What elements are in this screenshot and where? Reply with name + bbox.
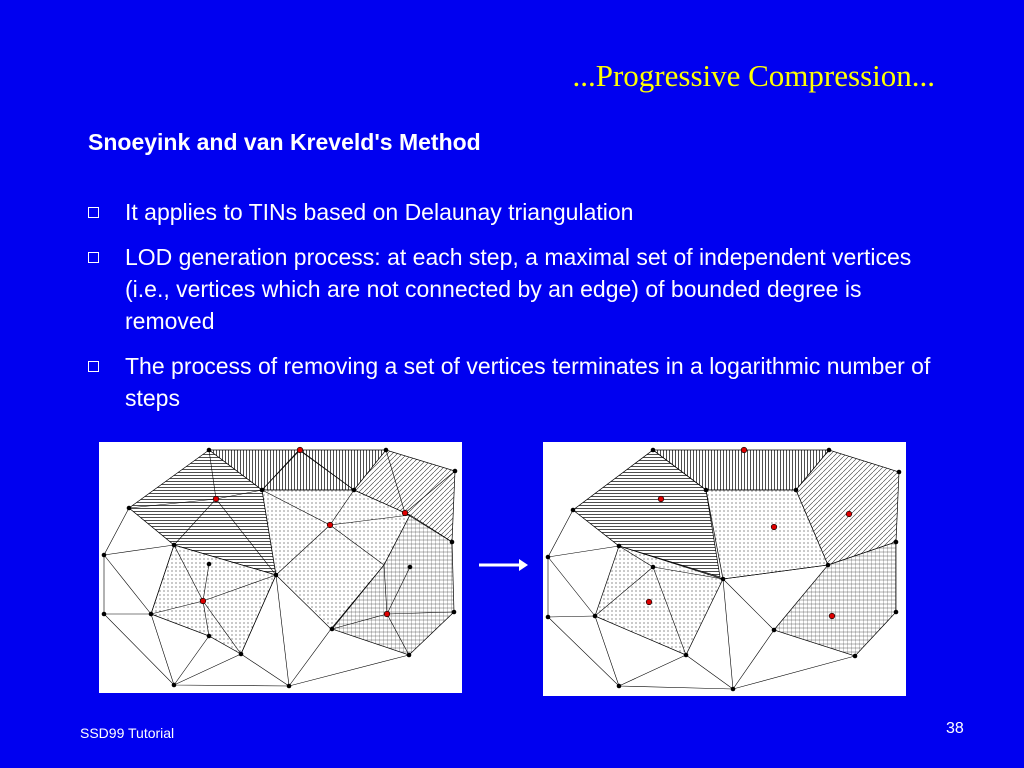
square-bullet-icon (88, 207, 99, 218)
slide-title: ...Progressive Compression... (572, 58, 935, 93)
bullet-text: The process of removing a set of vertices terminates in a logarithmic number of steps (125, 353, 931, 411)
bullet-item (88, 196, 938, 228)
tin-before-figure (99, 442, 462, 693)
bullet-item (88, 350, 938, 414)
bullet-item (88, 241, 938, 337)
bullet-list (88, 196, 938, 427)
tin-before-diagram (99, 442, 462, 693)
slide-subtitle: Snoeyink and van Kreveld's Method (88, 129, 481, 155)
footer-label: SSD99 Tutorial (80, 725, 175, 741)
square-bullet-icon (88, 361, 99, 372)
tin-after-figure (543, 442, 906, 696)
square-bullet-icon (88, 252, 99, 263)
tin-after-diagram (543, 442, 906, 696)
page-number: 38 (946, 720, 964, 737)
bullet-text: LOD generation process: at each step, a maximal set of independent vertices (i.e., vertices which are not connected by an edge) of bounded degree is removed (125, 244, 912, 334)
bullet-text: It applies to TINs based on Delaunay triangulation (125, 199, 634, 225)
right-arrow-icon (477, 555, 529, 575)
